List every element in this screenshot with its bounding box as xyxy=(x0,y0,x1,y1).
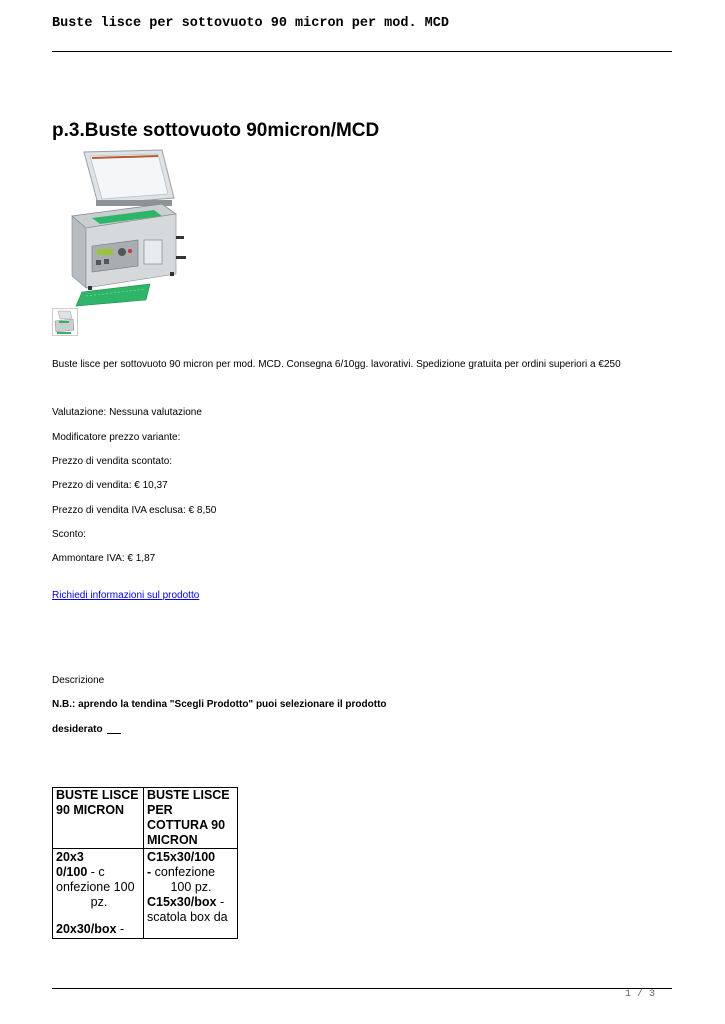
table-header-col2: BUSTE LISCE PER COTTURA 90 MICRON xyxy=(147,788,230,847)
note-line-1: N.B.: aprendo la tendina "Scegli Prodotto" puoi selezionare il prodotto xyxy=(52,699,387,710)
product-table xyxy=(52,787,238,939)
note-line-2 xyxy=(52,724,121,735)
note-line-2-text: desiderato xyxy=(52,724,103,735)
vacuum-sealer-image xyxy=(62,148,197,308)
table-cell-col2: C15x30/100 - confezione 100 pz. C15x30/box - scatola box da xyxy=(147,850,228,924)
document-header-title: Buste lisce per sottovuoto 90 micron per mod. MCD xyxy=(52,16,449,31)
product-title: p.3.Buste sottovuoto 90micron/MCD xyxy=(52,120,380,141)
request-info-link-row xyxy=(52,590,199,601)
price-excl-vat: Prezzo di vendita IVA esclusa: € 8,50 xyxy=(52,505,217,516)
product-thumbnail-image[interactable] xyxy=(52,308,78,336)
table-column-divider xyxy=(143,788,144,938)
sale-price: Prezzo di vendita: € 10,37 xyxy=(52,480,168,491)
page-indicator: 1 / 3 xyxy=(624,989,655,1000)
description-heading: Descrizione xyxy=(52,675,105,686)
discounted-price: Prezzo di vendita scontato: xyxy=(52,456,173,467)
table-header-divider xyxy=(53,848,237,849)
discount: Sconto: xyxy=(52,529,86,540)
product-description: Buste lisce per sottovuoto 90 micron per mod. MCD. Consegna 6/10gg. lavorativi. Spedizione gratuita per ordini superiori a €250 xyxy=(52,359,621,370)
footer-divider xyxy=(52,988,672,989)
variant-price-modifier: Modificatore prezzo variante: xyxy=(52,432,181,443)
vat-amount: Ammontare IVA: € 1,87 xyxy=(52,553,156,564)
rating-text: Valutazione: Nessuna valutazione xyxy=(52,407,202,418)
request-info-link[interactable]: Richiedi informazioni sul prodotto xyxy=(52,590,200,601)
header-divider xyxy=(52,51,672,52)
table-cell-col1: 20x3 0/100 - c onfezione 100 pz. 20x30/box - xyxy=(56,850,135,936)
table-header-col1: BUSTE LISCE 90 MICRON xyxy=(56,788,139,817)
underline-mark xyxy=(107,733,121,734)
